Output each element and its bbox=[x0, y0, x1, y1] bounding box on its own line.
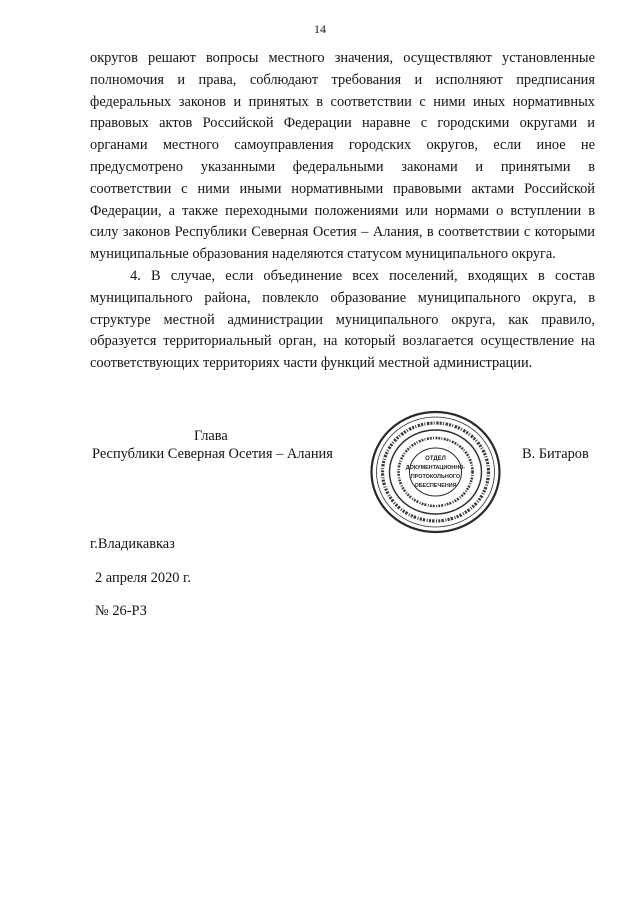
official-stamp bbox=[368, 408, 503, 536]
city: г.Владикавказ bbox=[90, 536, 175, 552]
stamp-line-4: ОБЕСПЕЧЕНИЯ bbox=[414, 483, 457, 489]
page-number: 14 bbox=[314, 22, 326, 36]
stamp-line-3: ПРОТОКОЛЬНОГО bbox=[410, 474, 461, 480]
stamp-line-2: ДОКУМЕНТАЦИОННО- bbox=[405, 465, 466, 471]
stamp-line-1: ОТДЕЛ bbox=[425, 456, 446, 462]
document-date: 2 апреля 2020 г. bbox=[95, 570, 191, 586]
paragraph-item-4: 4. В случае, если объединение всех поселений, входящих в состав муниципального района, повлекло образование муниципального округа, в структуре местной администрации муниципального округа, как правило, образуется территориальный орган, на который возлагается осуществление на соответствующих территориях части функций местной администрации. bbox=[90, 267, 595, 372]
signature-organization: Республики Северная Осетия – Алания bbox=[92, 446, 333, 462]
paragraph-continuation: округов решают вопросы местного значения, осуществляют установленные полномочия и права, соблюдают требования и исполняют предписания федеральных законов и принятых в соответствии с ними иных нормативных правовых актов Российской Федерации наравне с городскими округами и органами местного самоуправления городских округов, если иное не предусмотрено указанными федеральными законами и принятыми в соответствии с ними иными нормативными правовыми актами Российской Федерации, а также переходными положениями или нормами о вступлении в силу законов Республики Северная Осетия – Алания, в соответствии с которыми муниципальные образования наделяются статусом муниципального округа. bbox=[90, 50, 595, 263]
law-number: № 26-РЗ bbox=[95, 603, 147, 619]
document-body bbox=[90, 48, 595, 375]
signatory-name: В. Битаров bbox=[522, 446, 589, 462]
signature-title: Глава bbox=[194, 428, 228, 444]
